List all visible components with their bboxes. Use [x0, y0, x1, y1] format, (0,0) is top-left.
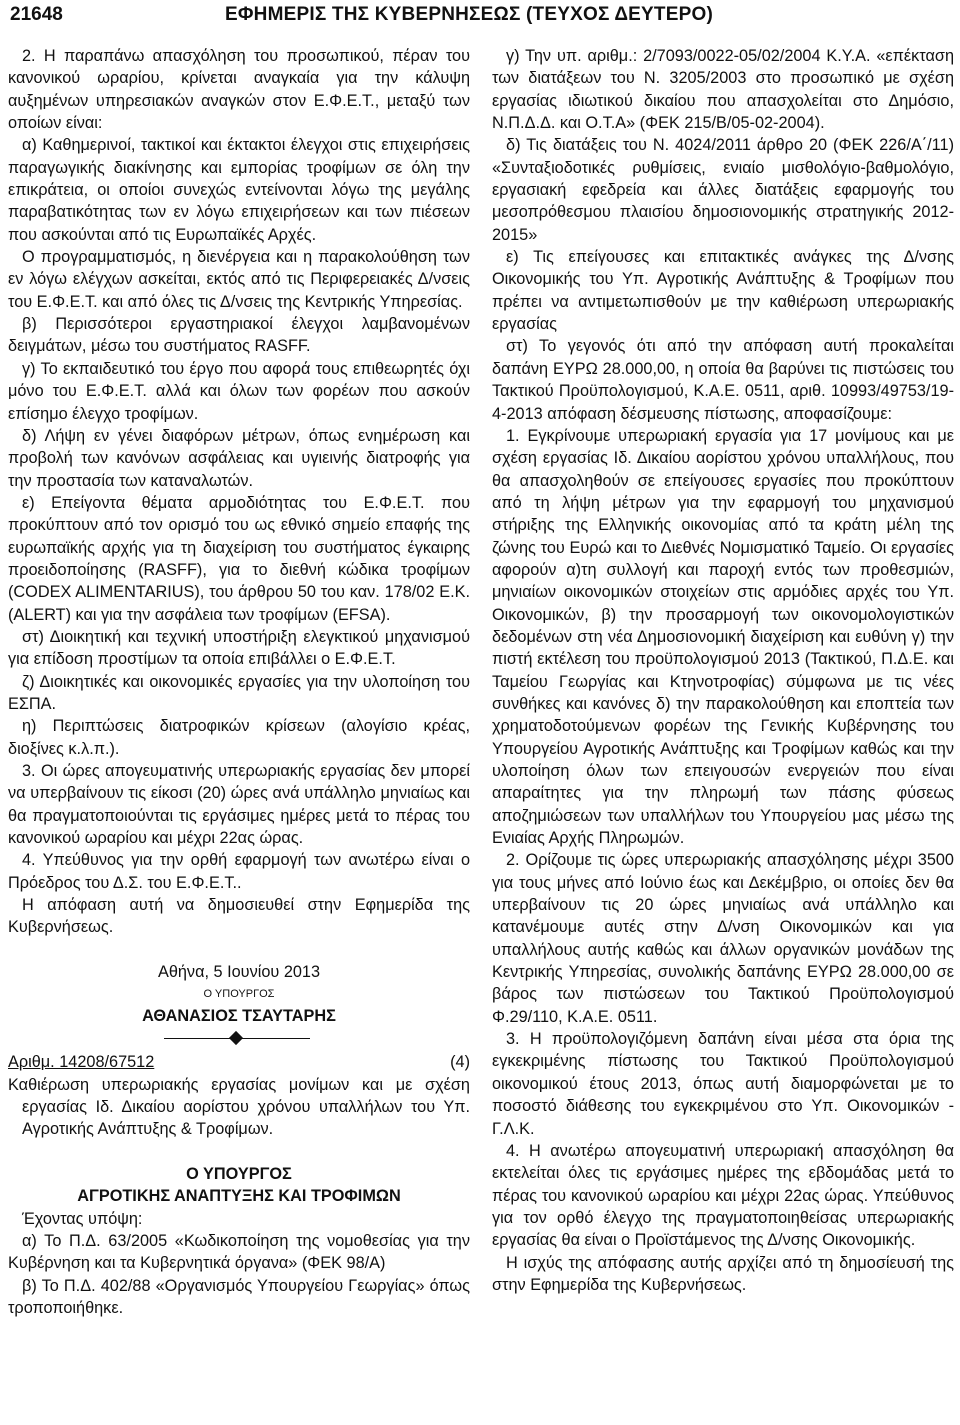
signer-name: ΑΘΑΝΑΣΙΟΣ ΤΣΑΥΤΑΡΗΣ	[142, 1007, 336, 1026]
paragraph: 4. Υπεύθυνος για την ορθή εφαρμογή των ανωτέρω είναι ο Πρόεδρος του Δ.Σ. του Ε.Φ.Ε.Τ..	[8, 851, 470, 892]
paragraph: Η ισχύς της απόφασης αυτής αρχίζει από τη δημοσίευσή της στην Εφημερίδα της Κυβερνήσεως.	[492, 1253, 954, 1294]
spacer	[8, 939, 470, 961]
separator-ornament	[8, 1027, 470, 1051]
page-header	[10, 2, 950, 32]
signer-role: Ο ΥΠΟΥΡΓΟΣ	[203, 988, 275, 1001]
place-date: Αθήνα, 5 Ιουνίου 2013	[157, 962, 321, 981]
paragraph: 2. Ορίζουμε τις ώρες υπερωριακής απασχόλησης μέχρι 3500 για τους μήνες από Ιούνιο έως και Δεκέμβριο, οι οποίες δεν θα υπερβαίνουν τις 20 ώρες μηνιαίως ανά υπάλληλο και κατανέμουμε αυτές στην Δ/νση Οικονομικών και για υπαλλήλους αυτής καθώς και άλλων οργανικών μονάδων της Κεντρικής Υπηρεσίας, συνολικής δαπάνης ΕΥΡΩ 28.000,00 σε βάρος των πιστώσεων του Τακτικού Προϋπολογισμού Φ.29/110, Κ.Α.Ε. 0511.	[492, 851, 954, 1026]
paragraph: 3. Οι ώρες απογευματινής υπερωριακής εργασίας δεν μπορεί να υπερβαίνουν τις είκοσι (20) ώρες ανά υπάλληλο μηνιαίως και θα πραγματοποιούνται τις εργάσιμες ημέρες μετά το πέρας του κανονικού ωραρίου και μέχρι 22ας ώρας.	[8, 762, 470, 848]
decision-number: Αριθμ. 14208/67512	[8, 1053, 155, 1072]
paragraph: στ) Διοικητική και τεχνική υποστήριξη ελεγκτικού μηχανισμού για επίδοση προστίμων τα οποία επιβάλλει ο Ε.Φ.Ε.Τ.	[8, 627, 470, 669]
paragraph: β) Περισσότεροι εργαστηριακοί έλεγχοι λαμβανομένων δειγμάτων, μέσω του συστήματος RASFF.	[8, 315, 470, 356]
gazette-title: ΕΦΗΜΕΡΙΣ ΤΗΣ ΚΥΒΕΡΝΗΣΕΩΣ (ΤΕΥΧΟΣ ΔΕΥΤΕΡΟ)	[225, 4, 713, 25]
paragraph: στ) Το γεγονός ότι από την απόφαση αυτή προκαλείται δαπάνη ΕΥΡΩ 28.000,00, η οποία θα βαρύνει τις πιστώσεις του Τακτικού Προϋπολογισμού, Κ.Α.Ε. 0511, αριθ. 10993/49753/19-4-2013 απόφαση δέσμευσης πίστωσης, αποφασίζουμε:	[492, 337, 954, 423]
spacer	[8, 1141, 470, 1163]
paragraph: δ) Λήψη εν γένει διαφόρων μέτρων, όπως ενημέρωση και προβολή των κανόνων ασφάλειας και υγιεινής διατροφής για την προστασία των καταναλωτών.	[8, 426, 470, 490]
ministry-name: ΑΓΡΟΤΙΚΗΣ ΑΝΑΠΤΥΞΗΣ ΚΑΙ ΤΡΟΦΙΜΩΝ	[77, 1187, 401, 1206]
paragraph: η) Περιπτώσεις διατροφικών κρίσεων (αλογίσιο κρέας, διοξίνες κ.λ.π.).	[8, 717, 470, 758]
paragraph: δ) Τις διατάξεις του Ν. 4024/2011 άρθρο 20 (ΦΕΚ 226/Α΄/11) «Συνταξιοδοτικές ρυθμίσεις, ενιαίο μισθολόγιο-βαθμολόγιο, εργασιακή εφεδρεία και άλλες διατάξεις εφαρμογής του μεσοπρόθεσμου πλαισίου δημοσιονομικής στρατηγικής 2012-2015»	[492, 136, 954, 244]
paragraph: γ) Το εκπαιδευτικό του έργο που αφορά τους επιθεωρητές όχι μόνο του Ε.Φ.Ε.Τ. αλλά και όλων των φορέων που ασκούν επίσημο έλεγχο τροφίμων.	[8, 359, 470, 423]
minister-heading: Ο ΥΠΟΥΡΓΟΣ	[186, 1164, 292, 1183]
decision-number-row	[8, 1051, 470, 1073]
right-column	[492, 45, 954, 1296]
paragraph: 1. Εγκρίνουμε υπερωριακή εργασία για 17 μονίμους και με σχέση εργασίας Ιδ. Δικαίου αορίστου χρόνου υπαλλήλους, που θα απασχοληθούν σε επείγουσες εργασίες που προκύπτουν από τη λήψη μέτρων για την εφαρμογή του μηχανισμού στήριξης της Ελληνικής οικονομίας από τα κράτη μέλη της ζώνης του Ευρώ και το Διεθνές Νομισματικό Ταμείο. Οι εργασίες αφορούν α)τη συλλογή και παροχή εντός των προθεσμιών, μηνιαίων οικονομικών στοιχείων στις αρμόδιες αρχές του Υπ. Οικονομικών, β) την προσαρμογή των οικονομολογιστικών δεδομένων στη νέα Δημοσιονομική διαχείριση και ευθύνη γ) την πιστή εκτέλεση του προϋπολογισμού 2013 (Τακτικού, Π.Δ.Ε. και Ταμείου Γεωργίας και Κτηνοτροφίας) σύμφωνα με τις νέες συνθήκες και κανόνες δ) την παρακολούθηση και εποπτεία των χρηματοδοτούμενων φορέων της Γενικής Κυβέρνησης του Υπουργείου Αγροτικής Ανάπτυξης και Τροφίμων καθώς και την υλοποίηση όλων των επειγουσών ενεργειών που είναι απαραίτητες για την πληρωμή των πάσης φύσεως αποζημιώσεων των υπαλλήλων του Υπουργείου μας μέσω της Ενιαίας Αρχής Πληρωμών.	[492, 426, 954, 848]
paragraph: α) Καθημερινοί, τακτικοί και έκτακτοι έλεγχοι στις επιχειρήσεις παραγωγικής διακίνησης και εμπορίας τροφίμων σε όλη την επικράτεια, οι οποίοι συνεχώς εντείνονται λόγω της μεγάλης παραβατικότητας των εν λόγω επιχειρήσεων και των πιέσεων που ασκούνται από τις Ευρωπαϊκές Αρχές.	[8, 136, 470, 244]
considering-label: Έχοντας υπόψη:	[22, 1209, 143, 1228]
decision-title: Καθιέρωση υπερωριακής εργασίας μονίμων και με σχέση εργασίας Ιδ. Δικαίου αορίστου χρόνου υπαλλήλων του Υπ. Αγροτικής Ανάπτυξης & Τροφίμων.	[8, 1075, 470, 1139]
paragraph: 4. Η ανωτέρω απογευματινή υπερωριακή απασχόληση θα εκτελείται όλες τις εργάσιμες ημέρες της εβδομάδας μετά το πέρας του κανονικού ωραρίου και μέχρι 22ας ώρας. Υπεύθυνος για τον ορθό έλεγχο της πραγματοποιηθείσας υπερωριακής εργασίας θα είναι ο Προϊστάμενος της Δ/νσης Οικονομικής.	[492, 1141, 954, 1250]
left-column	[8, 45, 470, 1319]
diamond-icon	[229, 1031, 243, 1045]
decision-index: (4)	[450, 1053, 470, 1072]
paragraph: ε) Επείγοντα θέματα αρμοδιότητας του Ε.Φ.Ε.Τ. που προκύπτουν από τον ορισμό του ως εθνικό σημείο επαφής της ευρωπαϊκής αρχής για τη διαχείριση του συστήματος έγκαιρης προειδοποίησης (RASFF), για το διεθνή κώδικα τροφίμων (CODEX ALIMENTARIUS), του άρθρου 50 του καν. 178/02 Ε.Κ. (ALERT) και για την ασφάλεια των τροφίμων (EFSA).	[8, 493, 470, 624]
paragraph: ε) Τις επείγουσες και επιτακτικές ανάγκες της Δ/νσης Οικονομικής του Υπ. Αγροτικής Ανάπτυξης & Τροφίμων που πρέπει να αντιμετωπισθούν με την καθιέρωση υπερωριακής εργασίας	[492, 248, 954, 334]
paragraph: 3. Η προϋπολογιζόμενη δαπάνη είναι μέσα στα όρια της εγκεκριμένης πίστωσης του Τακτικού Προϋπολογισμού οικονομικού έτους 2013, όπως αυτή διαμορφώνεται με το ποσοστό διάθεσης του εγκεκριμένου στο Υπ. Οικονομικών - Γ.Λ.Κ.	[492, 1030, 954, 1138]
paragraph: β) Το Π.Δ. 402/88 «Οργανισμός Υπουργείου Γεωργίας» όπως τροποποιήθηκε.	[8, 1276, 470, 1317]
paragraph: Ο προγραμματισμός, η διενέργεια και η παρακολούθηση των εν λόγω ελέγχων ασκείται, εκτός από τις Περιφερειακές Δ/νσεις του Ε.Φ.Ε.Τ. και από όλες τις Δ/νσεις της Κεντρικής Υπηρεσίας.	[8, 248, 470, 311]
paragraph: 2. Η παραπάνω απασχόληση του προσωπικού, πέραν του κανονικού ωραρίου, κρίνεται αναγκαία για την κάλυψη αυξημένων υπηρεσιακών αναγκών στον Ε.Φ.Ε.Τ., μεταξύ των οποίων είναι:	[8, 47, 470, 133]
paragraph: γ) Την υπ. αριθμ.: 2/7093/0022-05/02/2004 Κ.Υ.Α. «επέκταση των διατάξεων του Ν. 3205/2003 στο προσωπικό με σχέση εργασίας ιδιωτικού δικαίου που απασχολείται στο Δημόσιο, Ν.Π.Δ.Δ. και Ο.Τ.Α» (ΦΕΚ 215/Β/05-02-2004).	[492, 47, 954, 133]
paragraph: α) Το Π.Δ. 63/2005 «Κωδικοποίηση της νομοθεσίας για την Κυβέρνηση και τα Κυβερνητικά όργανα» (ΦΕΚ 98/Α)	[8, 1231, 470, 1273]
paragraph: Η απόφαση αυτή να δημοσιευθεί στην Εφημερίδα της Κυβερνήσεως.	[8, 896, 470, 937]
paragraph: ζ) Διοικητικές και οικονομικές εργασίες για την υλοποίηση του ΕΣΠΑ.	[8, 672, 470, 713]
page-number: 21648	[10, 4, 63, 25]
